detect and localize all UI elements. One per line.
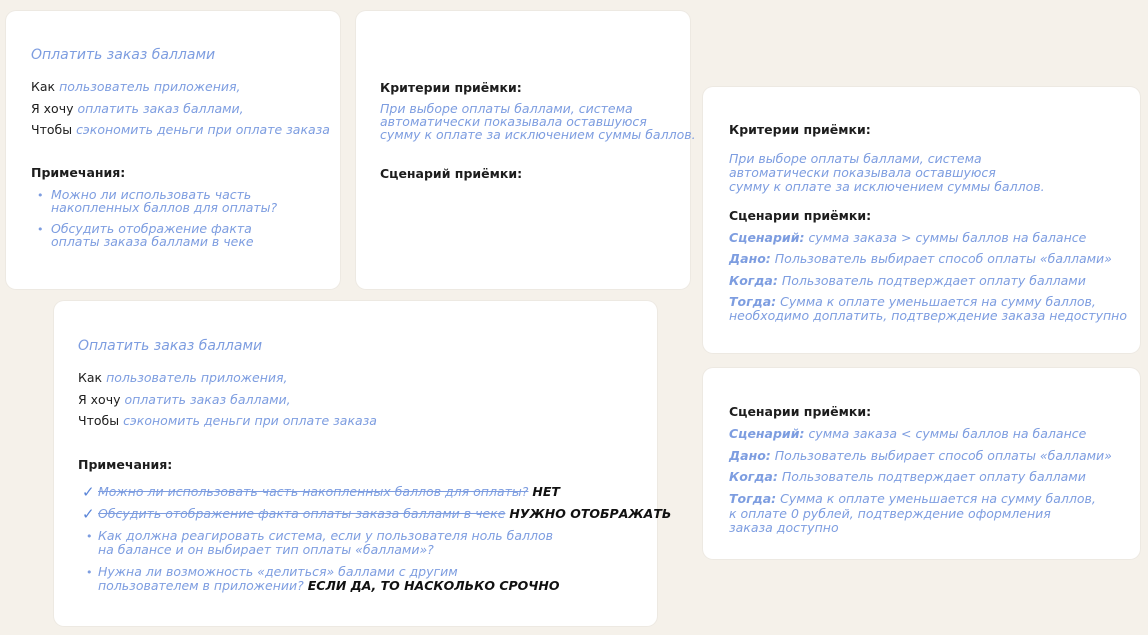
scenario-line [729, 231, 1086, 245]
bullet-icon: • [86, 530, 93, 543]
bullet-icon: • [37, 189, 44, 202]
so-value: сэкономить деньги при оплате заказа [123, 413, 377, 428]
then-text: Сумма к оплате уменьшается на сумму баллов, [780, 294, 1096, 309]
when-text: Пользователь подтверждает оплату баллами [781, 469, 1086, 484]
want-label: Я хочу [78, 392, 121, 407]
then-text: Сумма к оплате уменьшается на сумму баллов, [780, 491, 1096, 506]
then-line-continued: заказа доступно [729, 520, 839, 535]
story-as-line [31, 80, 241, 94]
want-value: оплатить заказ баллами, [124, 392, 291, 407]
note-answer: НЕТ [532, 484, 560, 499]
notes-heading: Примечания: [31, 165, 126, 180]
story-want-line [78, 393, 291, 407]
scenario-text: сумма заказа < суммы баллов на балансе [808, 426, 1087, 441]
note-resolved [98, 507, 671, 521]
as-label: Как [78, 370, 103, 385]
note-line-with-answer [98, 579, 560, 593]
acceptance-scenarios-card [703, 87, 1140, 353]
criteria-line: автоматически показывала оставшуюся [729, 165, 996, 180]
then-line [729, 295, 1096, 309]
given-text: Пользователь выбирает способ оплаты «баллами» [774, 448, 1112, 463]
given-line [729, 252, 1112, 266]
criteria-line: сумму к оплате за исключением суммы баллов. [729, 179, 1045, 194]
then-line-continued: к оплате 0 рублей, подтверждение оформления [729, 506, 1051, 521]
note-line: оплаты заказа баллами в чеке [51, 234, 254, 249]
acceptance-scenarios-card-2 [703, 368, 1140, 559]
acceptance-criteria-card [356, 11, 696, 289]
note-resolved [98, 485, 560, 499]
story-title: Оплатить заказ баллами [78, 338, 263, 354]
note-text: пользователем в приложении? [98, 578, 304, 593]
note-text: Обсудить отображение факта оплаты заказа баллами в чеке [98, 506, 506, 521]
notes-heading: Примечания: [78, 457, 173, 472]
criteria-line: При выборе оплаты баллами, система [729, 151, 982, 166]
story-title: Оплатить заказ баллами [31, 47, 216, 63]
then-keyword: Тогда: [729, 294, 777, 309]
given-keyword: Дано: [729, 251, 771, 266]
criteria-line: автоматически показывала оставшуюся [380, 114, 647, 129]
then-keyword: Тогда: [729, 491, 777, 506]
checkmark-icon: ✓ [82, 483, 95, 501]
story-so-line [31, 123, 330, 137]
scenario-heading: Сценарий приёмки: [380, 166, 523, 181]
want-label: Я хочу [31, 101, 74, 116]
note-line: Обсудить отображение факта [51, 221, 252, 236]
note-line: Можно ли использовать часть [51, 187, 252, 202]
checkmark-icon: ✓ [82, 505, 95, 523]
when-text: Пользователь подтверждает оплату баллами [781, 273, 1086, 288]
when-keyword: Когда: [729, 273, 778, 288]
note-text: Можно ли использовать часть накопленных баллов для оплаты? [98, 484, 529, 499]
scenarios-heading: Сценарии приёмки: [729, 404, 872, 419]
scenario-keyword: Сценарий: [729, 230, 805, 245]
then-line [729, 492, 1096, 506]
note-line: Нужна ли возможность «делиться» баллами с другим [98, 564, 458, 579]
note-line: на балансе и он выбирает тип оплаты «баллами»? [98, 542, 434, 557]
scenarios-heading: Сценарии приёмки: [729, 208, 872, 223]
criteria-heading: Критерии приёмки: [729, 122, 871, 137]
when-line [729, 274, 1086, 288]
scenario-line [729, 427, 1086, 441]
as-value: пользователь приложения, [106, 370, 288, 385]
note-answer: НУЖНО ОТОБРАЖАТЬ [509, 506, 672, 521]
bullet-icon: • [37, 223, 44, 236]
criteria-line: сумму к оплате за исключением суммы баллов. [380, 127, 696, 142]
as-label: Как [31, 79, 56, 94]
note-line: накопленных баллов для оплаты? [51, 200, 278, 215]
then-line-continued: необходимо доплатить, подтверждение заказа недоступно [729, 308, 1127, 323]
so-value: сэкономить деньги при оплате заказа [76, 122, 330, 137]
criteria-line: При выборе оплаты баллами, система [380, 101, 633, 116]
story-as-line [78, 371, 288, 385]
scenario-keyword: Сценарий: [729, 426, 805, 441]
note-answer: ЕСЛИ ДА, ТО НАСКОЛЬКО СРОЧНО [307, 578, 560, 593]
given-keyword: Дано: [729, 448, 771, 463]
when-line [729, 470, 1086, 484]
given-text: Пользователь выбирает способ оплаты «баллами» [774, 251, 1112, 266]
user-story-card-reviewed [54, 301, 672, 626]
note-line: Как должна реагировать система, если у пользователя ноль баллов [98, 528, 553, 543]
story-so-line [78, 414, 377, 428]
story-want-line [31, 102, 244, 116]
bullet-icon: • [86, 566, 93, 579]
so-label: Чтобы [78, 413, 120, 428]
scenario-text: сумма заказа > суммы баллов на балансе [808, 230, 1087, 245]
when-keyword: Когда: [729, 469, 778, 484]
user-story-card [6, 11, 340, 289]
want-value: оплатить заказ баллами, [77, 101, 244, 116]
as-value: пользователь приложения, [59, 79, 241, 94]
criteria-heading: Критерии приёмки: [380, 80, 522, 95]
so-label: Чтобы [31, 122, 73, 137]
given-line [729, 449, 1112, 463]
